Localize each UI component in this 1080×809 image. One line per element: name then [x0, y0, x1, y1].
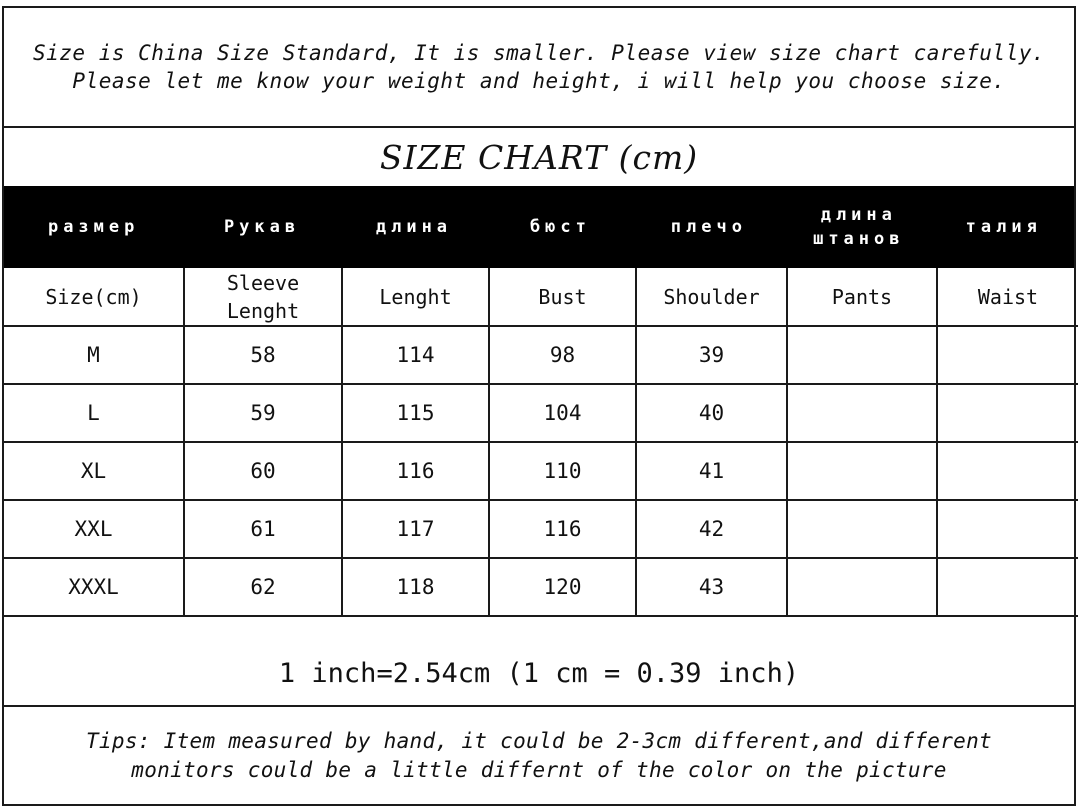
- ru-header-waist: талия: [965, 217, 1042, 237]
- size-chart-frame: [2, 6, 1076, 806]
- cell-length: 117: [342, 500, 489, 558]
- table-row: [4, 558, 1078, 616]
- cell-pants: [787, 558, 937, 616]
- cell-pants: [787, 326, 937, 384]
- ru-header-length: длина: [375, 217, 453, 237]
- header-length: Lenght: [342, 268, 489, 326]
- ru-header-sleeve: Рукав: [223, 217, 301, 237]
- russian-header-row: [4, 186, 1074, 268]
- cell-shoulder: 43: [636, 558, 787, 616]
- cell-shoulder: 42: [636, 500, 787, 558]
- cell-shoulder: 39: [636, 326, 787, 384]
- cell-waist: [937, 442, 1078, 500]
- header-size: Size(cm): [4, 268, 184, 326]
- header-pants: Pants: [787, 268, 937, 326]
- header-bust: Bust: [489, 268, 636, 326]
- cell-size: XL: [4, 442, 184, 500]
- cell-waist: [937, 326, 1078, 384]
- cell-length: 118: [342, 558, 489, 616]
- cell-sleeve-length: 60: [184, 442, 342, 500]
- cell-bust: 104: [489, 384, 636, 442]
- cell-waist: [937, 384, 1078, 442]
- cell-bust: 110: [489, 442, 636, 500]
- cell-sleeve-length: 59: [184, 384, 342, 442]
- tips-line-2: monitors could be a little differnt of the color on the picture: [131, 757, 947, 782]
- cell-size: M: [4, 326, 184, 384]
- cell-shoulder: 41: [636, 442, 787, 500]
- ru-header-shoulder: плечо: [670, 217, 747, 237]
- ru-header-bust: бюст: [529, 217, 591, 237]
- cell-bust: 120: [489, 558, 636, 616]
- cell-shoulder: 40: [636, 384, 787, 442]
- header-sleeve-length: Sleeve Lenght: [184, 268, 342, 326]
- unit-conversion: 1 inch=2.54cm (1 cm = 0.39 inch): [4, 641, 1074, 707]
- cell-length: 116: [342, 442, 489, 500]
- header-shoulder: Shoulder: [636, 268, 787, 326]
- cell-sleeve-length: 62: [184, 558, 342, 616]
- cell-pants: [787, 384, 937, 442]
- cell-length: 115: [342, 384, 489, 442]
- size-notice: [4, 8, 1074, 128]
- cell-size: XXXL: [4, 558, 184, 616]
- table-row: [4, 500, 1078, 558]
- table-row: [4, 442, 1078, 500]
- ru-header-pants: длина штанов: [813, 205, 905, 249]
- notice-line-1: Size is China Size Standard, It is smaller. Please view size chart carefully.: [32, 41, 1046, 65]
- ru-header-size: размер: [47, 217, 140, 237]
- tips-note: [4, 707, 1074, 804]
- table-header-row: [4, 268, 1078, 326]
- cell-length: 114: [342, 326, 489, 384]
- cell-waist: [937, 558, 1078, 616]
- cell-pants: [787, 500, 937, 558]
- cell-bust: 116: [489, 500, 636, 558]
- size-table: [4, 268, 1078, 617]
- header-waist: Waist: [937, 268, 1078, 326]
- cell-size: L: [4, 384, 184, 442]
- cell-sleeve-length: 58: [184, 326, 342, 384]
- notice-line-2: Please let me know your weight and height, i will help you choose size.: [72, 69, 1006, 93]
- tips-line-1: Tips: Item measured by hand, it could be 2-3cm different,and different: [85, 728, 992, 753]
- cell-size: XXL: [4, 500, 184, 558]
- cell-bust: 98: [489, 326, 636, 384]
- table-row: [4, 384, 1078, 442]
- cell-pants: [787, 442, 937, 500]
- chart-title: SIZE CHART (cm): [379, 137, 699, 177]
- cell-sleeve-length: 61: [184, 500, 342, 558]
- table-row: [4, 326, 1078, 384]
- cell-waist: [937, 500, 1078, 558]
